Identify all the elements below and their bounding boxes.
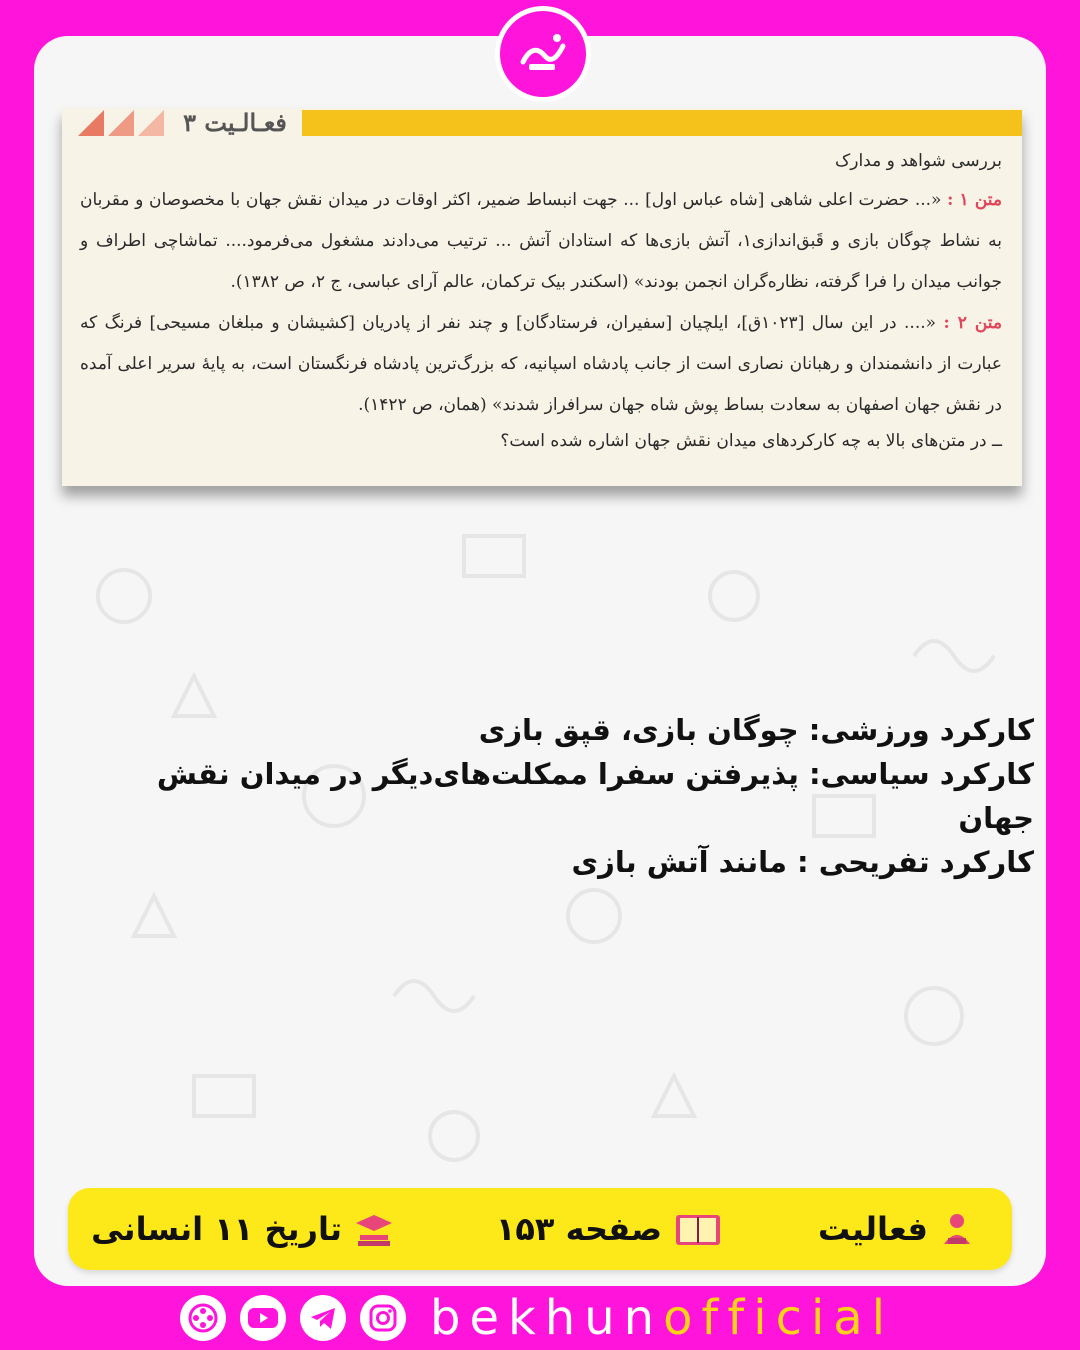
- activity-title: فعـالـیت ۳: [183, 108, 287, 137]
- textbook-excerpt: [62, 108, 1022, 486]
- info-subject-label: تاریخ ۱۱ انسانی: [91, 1210, 342, 1248]
- text-2-label: متن ۲ :: [943, 313, 1003, 333]
- decor-triangle: [78, 110, 104, 136]
- excerpt-question: ــ در متن‌های بالا به چه کارکردهای میدان نقش جهان اشاره شده است؟: [500, 431, 1002, 451]
- excerpt-text-2: [80, 303, 1002, 426]
- youtube-icon[interactable]: [240, 1295, 286, 1341]
- brand-name: [430, 1292, 894, 1344]
- instagram-icon[interactable]: [360, 1295, 406, 1341]
- excerpt-subtitle: بررسی شواهد و مدارک: [835, 151, 1002, 171]
- answer-line-3: کارکرد تفریحی : مانند آتش بازی: [571, 845, 1034, 879]
- excerpt-body: [80, 146, 1002, 456]
- info-bar: [68, 1188, 1012, 1270]
- answer-line-2: کارکرد سیاسی: پذیرفتن سفرا ممکلت‌های‌دیگر در میدان نقش جهان: [156, 757, 1034, 835]
- info-activity-label: فعالیت: [818, 1210, 928, 1248]
- decor-triangle: [138, 110, 164, 136]
- excerpt-text-1: [80, 180, 1002, 303]
- answer-block: [84, 708, 1034, 884]
- info-page-label: صفحه ۱۵۳: [495, 1210, 662, 1248]
- excerpt-header-bar: [302, 110, 1022, 136]
- graduation-icon: [354, 1211, 394, 1247]
- text-2-content: «.... در این سال [۱۰۲۳ق]، ایلچیان [سفیران، فرستادگان] و چند نفر از پادریان [کشیشان و مبلغان مسیحی] فرنگ که عبارت از دانشمندان و رهبانان نصاری است از جانب پادشاه اسپانیه، که بزرگ‌ترین پادشاه فرنگستان است، به پایهٔ سریر اعلی آمده در نقش جهان اصفهان به سعادت بساط پوش شاه جهان سرافراز شدند» (همان، ص ۱۴۲۲).: [80, 313, 1002, 415]
- info-page: [496, 1188, 722, 1270]
- film-icon[interactable]: [180, 1295, 226, 1341]
- info-subject: [91, 1188, 394, 1270]
- footer: [180, 1292, 894, 1344]
- decor-triangle: [108, 110, 134, 136]
- answer-line-1: کارکرد ورزشی: چوگان بازی، قپق بازی: [478, 713, 1034, 747]
- brand-part-1: bekhun: [430, 1290, 664, 1346]
- teacher-icon: [940, 1212, 974, 1246]
- logo-icon: [495, 6, 591, 102]
- text-1-content: «... حضرت اعلی شاهی [شاه عباس اول] ... جهت انبساط ضمیر، اکثر اوقات در میدان نقش جهان با مخصوصان و مقربان به نشاط چوگان بازی و قَبق‌اندازی۱، آتش بازی‌ها که استادان آتش ... ترتیب می‌دادند مشغول می‌فرمود.... تماشاچی اطراف و جوانب میدان را فرا گرفته، نظاره‌گران انجمن بودند» (اسکندر بیک ترکمان، عالم آرای عباسی، ج ۲، ص ۱۳۸۲).: [80, 190, 1002, 292]
- brand-part-2: official: [663, 1290, 895, 1346]
- text-1-label: متن ۱ :: [947, 190, 1002, 210]
- book-icon: [674, 1211, 722, 1247]
- telegram-icon[interactable]: [300, 1295, 346, 1341]
- excerpt-header: [62, 108, 1022, 138]
- info-activity: [818, 1188, 974, 1270]
